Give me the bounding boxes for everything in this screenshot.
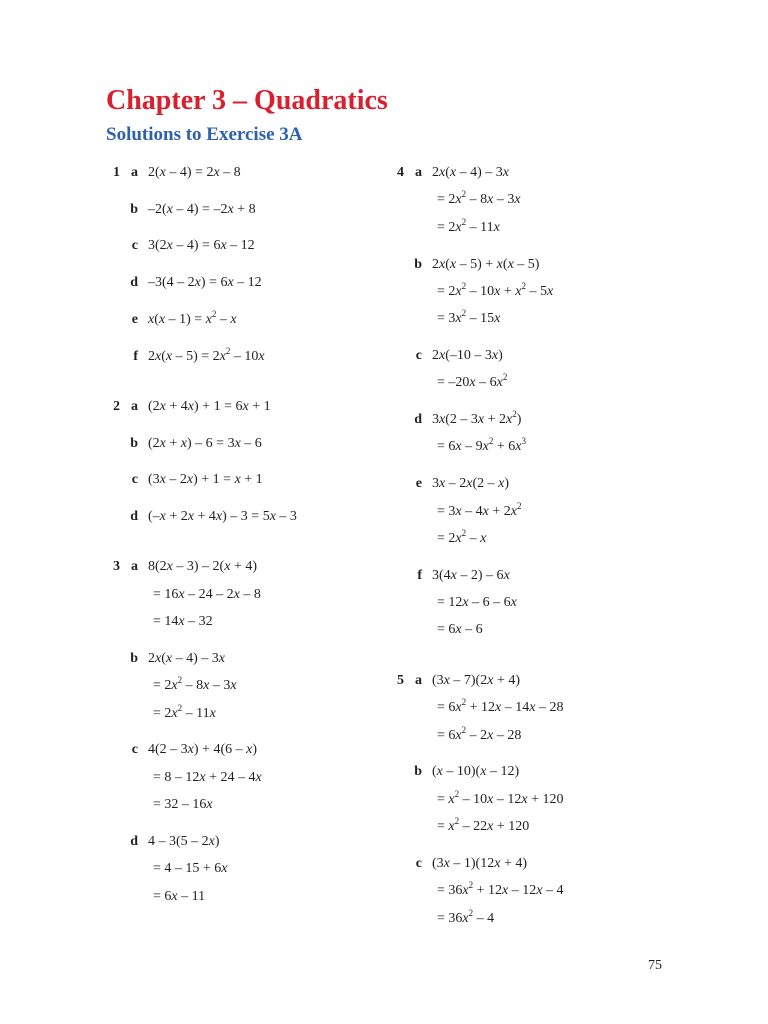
expression: –3(4 – 2x) = 6x – 12: [148, 275, 262, 290]
part-label: c: [131, 742, 138, 757]
expression: = $2x^2 - 8x - 3x$: [153, 675, 237, 693]
expression: –2(x – 4) = –2x + 8: [148, 202, 256, 217]
expression: (3x – 2x) + 1 = x + 1: [148, 472, 263, 487]
part-label: e: [131, 312, 138, 327]
expression: = $2x^2$ – x: [437, 528, 487, 546]
part-label: a: [415, 673, 422, 688]
expression: $2x(x - 5) = 2x^2 - 10x$: [148, 346, 265, 364]
expression: 3(2x – 4) = 6x – 12: [148, 238, 255, 253]
expression: (3x – 1)(12x + 4): [432, 856, 527, 871]
expression: 2x(–10 – 3x): [432, 348, 503, 363]
part-label: b: [414, 764, 422, 779]
expression: $3x(2 - 3x + 2x^2)$: [432, 409, 522, 427]
expression: = $x^2 - 10x - 12x + 120$: [437, 789, 564, 807]
part-label: d: [130, 834, 138, 849]
expression: (2x + x) – 6 = 3x – 6: [148, 436, 262, 451]
expression: $x(x - 1) = x^2 - x$: [148, 309, 237, 327]
expression: = $x^2 - 22x + 120$: [437, 816, 530, 834]
part-label: c: [131, 472, 138, 487]
expression: 3(4x – 2) – 6x: [432, 568, 510, 583]
exercise-title: Solutions to Exercise 3A: [106, 124, 303, 145]
expression: = $36x^2 + 12x - 12x - 4$: [437, 880, 564, 898]
question-number: 5: [397, 673, 404, 688]
question-number: 4: [397, 165, 404, 180]
expression: = 6x – 11: [153, 889, 206, 904]
expression: = $3x - 4x + 2x^2$: [437, 501, 522, 519]
expression: 3x – 2x(2 – x): [432, 476, 509, 491]
expression: = 14x – 32: [153, 614, 213, 629]
expression: 8(2x – 3) – 2(x + 4): [148, 559, 257, 574]
expression: = $2x^2 - 8x - 3x$: [437, 189, 521, 207]
expression: 2x(x – 5) + x(x – 5): [432, 257, 540, 272]
expression: 2(x – 4) = 2x – 8: [148, 165, 241, 180]
part-label: c: [415, 348, 422, 363]
part-label: b: [130, 202, 138, 217]
question-number: 2: [113, 399, 120, 414]
question-number: 1: [113, 165, 120, 180]
expression: = 12x – 6 – 6x: [437, 595, 517, 610]
part-label: b: [130, 436, 138, 451]
expression: = 6x – 6: [437, 622, 483, 637]
expression: 2x(x – 4) – 3x: [148, 651, 225, 666]
expression: (3x – 7)(2x + 4): [432, 673, 520, 688]
part-label: f: [417, 568, 422, 583]
expression: = $3x^2 - 15x$: [437, 308, 501, 326]
expression: 4(2 – 3x) + 4(6 – x): [148, 742, 258, 757]
expression: = $6x^2 - 2x - 28$: [437, 725, 522, 743]
expression: = $-20x - 6x^2$: [437, 372, 508, 390]
part-label: d: [414, 412, 422, 427]
part-label: b: [130, 651, 138, 666]
part-label: c: [415, 856, 422, 871]
expression: = $6x^2 + 12x - 14x - 28$: [437, 697, 564, 715]
expression: 4 – 3(5 – 2x): [148, 834, 220, 849]
expression: = 32 – 16x: [153, 797, 213, 812]
expression: = $36x^2 - 4$: [437, 908, 495, 926]
part-label: d: [130, 509, 138, 524]
question-number: 3: [113, 559, 120, 574]
part-label: a: [131, 399, 138, 414]
expression: 2x(x – 4) – 3x: [432, 165, 509, 180]
expression: (x – 10)(x – 12): [432, 764, 520, 779]
chapter-title: Chapter 3 – Quadratics: [106, 85, 388, 116]
part-label: a: [131, 165, 138, 180]
expression: = $2x^2 - 11x$: [437, 217, 500, 235]
part-label: a: [131, 559, 138, 574]
expression: = 8 – 12x + 24 – 4x: [153, 770, 262, 785]
part-label: b: [414, 257, 422, 272]
expression: = $2x^2 - 11x$: [153, 703, 216, 721]
expression: = 16x – 24 – 2x – 8: [153, 587, 261, 602]
part-label: c: [131, 238, 138, 253]
expression: = 4 – 15 + 6x: [153, 861, 228, 876]
expression: (2x + 4x) + 1 = 6x + 1: [148, 399, 271, 414]
part-label: d: [130, 275, 138, 290]
part-label: f: [133, 349, 138, 364]
expression: (–x + 2x + 4x) – 3 = 5x – 3: [148, 509, 297, 524]
part-label: e: [415, 476, 422, 491]
expression: = $2x^2 - 10x + x^2 - 5x$: [437, 281, 554, 299]
expression: = $6x - 9x^2 + 6x^3$: [437, 436, 526, 454]
page-number: 75: [648, 958, 662, 973]
part-label: a: [415, 165, 422, 180]
